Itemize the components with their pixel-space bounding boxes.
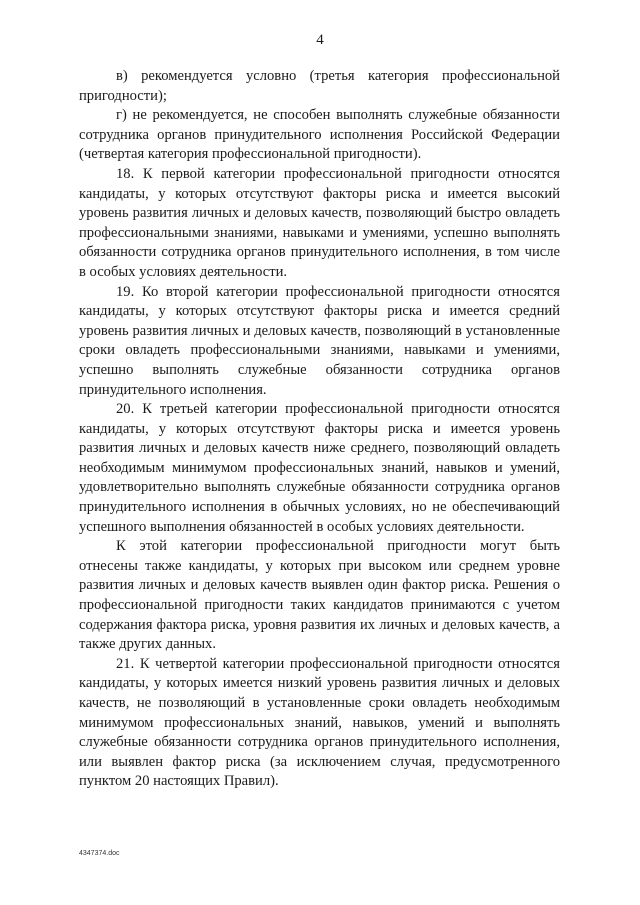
paragraph-20-continuation: К этой категории профессиональной пригодности могут быть отнесены также кандидаты, у которых при высоком или среднем уровне развития личных и деловых качеств выявлен один фактор риска. Решения о профессиональной пригодности таких кандидатов принимаются с учетом содержания фактора риска, уровня развития их личных и деловых качеств, а также других данных.	[79, 538, 560, 653]
paragraph-item-g: г) не рекомендуется, не способен выполнять служебные обязанности сотрудника органов принудительного исполнения Российской Федерации (четвертая категория профессиональной пригодности).	[79, 107, 560, 163]
paragraph-19: 19. Ко второй категории профессиональной пригодности относятся кандидаты, у которых отсутствуют факторы риска и имеется средний уровень развития личных и деловых качеств, позволяющий в установленные сроки овладеть профессиональными знаниями, навыками и умениями, успешно выполнять служебные обязанности сотрудника органов принудительного исполнения.	[79, 283, 560, 398]
paragraph-18: 18. К первой категории профессиональной пригодности относятся кандидаты, у которых отсутствуют факторы риска и имеется высокий уровень развития личных и деловых качеств, позволяющий быстро овладеть профессиональными знаниями, навыками и умениями, успешно выполнять обязанности сотрудника органов принудительного исполнения, в том числе в особых условиях деятельности.	[79, 165, 560, 280]
paragraph-item-v: в) рекомендуется условно (третья категория профессиональной пригодности);	[79, 68, 560, 104]
paragraph-21: 21. К четвертой категории профессиональной пригодности относятся кандидаты, у которых имеется низкий уровень развития личных и деловых качеств, не позволяющий в установленные сроки овладеть необходимым минимумом профессиональных знаний, навыков, умений и выполнять служебные обязанности сотрудника органов принудительного исполнения, или выявлен фактор риска (за исключением случая, предусмотренного пунктом 20 настоящих Правил).	[79, 655, 560, 790]
document-body	[79, 67, 560, 792]
footer-filename: 4347374.doc	[79, 850, 120, 857]
page-number: 4	[316, 32, 324, 48]
paragraph-20: 20. К третьей категории профессиональной пригодности относятся кандидаты, у которых отсутствуют факторы риска и имеется уровень развития личных и деловых качеств ниже среднего, позволяющий овладеть необходимым минимумом профессиональных знаний, навыков и умений, удовлетворительно выполнять служебные обязанности сотрудника органов принудительного исполнения в обычных условиях, но не обеспечивающий успешного выполнения обязанностей в особых условиях деятельности.	[79, 401, 560, 535]
